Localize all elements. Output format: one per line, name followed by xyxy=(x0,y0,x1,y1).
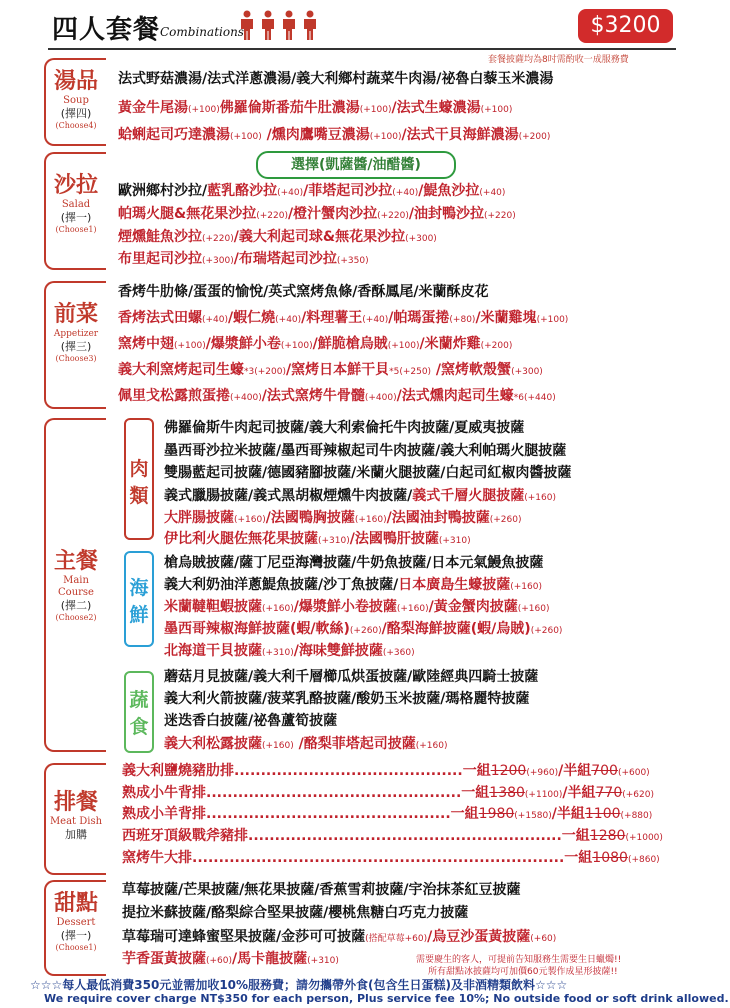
section-pick-en: (Choose2) xyxy=(55,613,97,622)
item-price: (+160) xyxy=(262,741,294,751)
item: 黃金牛尾湯 xyxy=(118,100,188,116)
service-note: 套餐披薩均為8吋需酌收一成服務費 xyxy=(488,55,629,65)
pizza-veg-line-2: 義大利火箭披薩/菠菜乳酪披薩/酸奶玉米披薩/瑪格麗特披薩 xyxy=(164,691,530,707)
item-price: *6(+440) xyxy=(513,393,556,403)
item: /鮮脆槍烏賊 xyxy=(312,336,388,352)
meat-name: 熟成小牛背排 xyxy=(122,785,206,801)
salad-line-2 xyxy=(118,205,516,226)
item: 義式千層火腿披薩 xyxy=(412,488,525,504)
item: 日本廣島生蠔披薩 xyxy=(398,577,511,593)
item: /爆漿鮮小卷披薩 xyxy=(293,599,397,615)
category-label: 蔬 xyxy=(129,689,149,711)
section-salad xyxy=(44,152,106,270)
item: /法國鴨胸披薩 xyxy=(265,510,355,526)
meat-name: 西班牙頂級戰斧豬排 xyxy=(122,828,248,844)
item: /橙汁蟹肉沙拉 xyxy=(287,206,378,222)
pizza-meat-line-2: 墨西哥沙拉米披薩/墨西哥辣椒起司牛肉披薩/義大利帕瑪火腿披薩 xyxy=(164,443,567,459)
item: /窯烤日本鮮干貝 xyxy=(285,362,390,378)
item-price: (+310) xyxy=(262,648,294,658)
item: 北海道干貝披薩 xyxy=(164,643,262,659)
item-price: (+260) xyxy=(349,626,382,636)
new-price: (+880) xyxy=(620,811,653,821)
item: /酪梨海鮮披薩(蝦/烏賊) xyxy=(381,621,531,637)
footer-note-en: We require cover charge NT$350 for each person, Plus service fee 10%; No outside food or soft drink allowed. xyxy=(44,992,729,1005)
section-pick: 加購 xyxy=(65,828,87,841)
item: /米蘭炸雞 xyxy=(419,336,481,352)
item: /蝦仁燒 xyxy=(228,310,276,326)
pizza-veg-line-4 xyxy=(164,735,448,756)
pizza-sea-line-5 xyxy=(164,642,415,663)
section-title: 主餐 xyxy=(53,549,98,574)
section-title-en: Dessert xyxy=(56,917,96,928)
leader-dots: .............................................. xyxy=(206,806,451,822)
section-pick: (擇三) xyxy=(60,340,92,353)
item-price: (+300) xyxy=(511,367,543,377)
item-price: (+100) xyxy=(387,341,420,351)
item: /爆漿鮮小卷 xyxy=(205,336,281,352)
meat-row xyxy=(122,805,652,826)
dressing-choice: 選擇(凱薩醬/油醋醬) xyxy=(256,151,456,179)
category-seafood xyxy=(124,551,154,647)
item: /法式生蠔濃湯 xyxy=(391,100,481,116)
item: /烏豆沙蛋黃披薩 xyxy=(427,929,531,945)
item: 義大利松露披薩 xyxy=(164,736,262,752)
old-price: 1200 xyxy=(490,763,527,779)
item-price: (+160) xyxy=(510,582,542,592)
section-pick-en: (Choose3) xyxy=(55,354,97,363)
whole-label: 一組 xyxy=(450,806,479,822)
header xyxy=(0,0,730,65)
section-pick: (擇四) xyxy=(60,107,92,120)
category-label: 肉 xyxy=(129,458,149,480)
section-meat-dish xyxy=(44,763,106,875)
meat-name: 窯烤牛大排 xyxy=(122,850,192,866)
pizza-meat-line-4 xyxy=(164,487,556,508)
item-price: (+100) xyxy=(480,105,513,115)
item-price: (+100) xyxy=(280,341,313,351)
star-pizza-note: 所有甜點冰披薩均可加價60元製作成星形披薩!! xyxy=(428,967,618,977)
item-price: (+60) xyxy=(206,956,233,966)
item: 香烤法式田螺 xyxy=(118,310,202,326)
leader-dots: ...................................................................... xyxy=(192,850,565,866)
item-price: (+400) xyxy=(230,393,262,403)
appetizer-line-3 xyxy=(118,335,512,356)
section-appetizer xyxy=(44,281,106,409)
item: 歐洲鄉村沙拉/ xyxy=(118,183,208,199)
leader-dots: ........................................................... xyxy=(248,828,562,844)
pizza-meat-line-1: 佛羅倫斯牛肉起司披薩/義大利索倫托牛肉披薩/夏威夷披薩 xyxy=(164,420,525,436)
item: 佩里戈松露煎蛋捲 xyxy=(118,388,230,404)
section-main-course xyxy=(44,418,106,752)
section-title: 前菜 xyxy=(53,302,98,327)
item-price: (+310) xyxy=(318,536,350,546)
pizza-veg-line-1: 蘑菇月見披薩/義大利千層櫛瓜烘蛋披薩/歐陸經典四騎士披薩 xyxy=(164,669,539,685)
item: /料理薯王 xyxy=(301,310,363,326)
item: /鯷魚沙拉 xyxy=(418,183,480,199)
item: /窯烤軟殼蟹 xyxy=(431,362,512,378)
meat-name: 義大利鹽燒豬肋排 xyxy=(122,763,234,779)
dessert-line-4 xyxy=(122,950,339,971)
section-title: 湯品 xyxy=(53,69,98,94)
item: /油封鴨沙拉 xyxy=(408,206,484,222)
meat-row xyxy=(122,827,663,848)
item-price: (+160) xyxy=(354,515,387,525)
item-price: (+100) xyxy=(536,315,569,325)
old-price: 1380 xyxy=(489,785,525,801)
item: 義大利窯烤起司生蠔 xyxy=(118,362,244,378)
item: 窯烤中翅 xyxy=(118,336,174,352)
item: 大胖腸披薩 xyxy=(164,510,234,526)
item: 蛤蜊起司巧達濃湯 xyxy=(118,127,230,143)
item: 米蘭韃靼蝦披薩 xyxy=(164,599,262,615)
item: 墨西哥辣椒海鮮披薩(蝦/軟絲) xyxy=(164,621,350,637)
new-price: (+960) xyxy=(526,768,559,778)
item-price: (+100) xyxy=(230,132,262,142)
new-price: (+600) xyxy=(617,768,650,778)
half-label: /半組 xyxy=(558,763,592,779)
salad-line-1 xyxy=(118,182,505,203)
meat-name: 熟成小羊背排 xyxy=(122,806,206,822)
item-price: (+220) xyxy=(256,211,288,221)
soup-line-3 xyxy=(118,126,550,147)
item: /帕瑪蛋捲 xyxy=(388,310,450,326)
item-price: (搭配草莓+60) xyxy=(365,934,428,944)
section-title-en: Salad xyxy=(61,199,91,210)
item: 佛羅倫斯番茄牛肚濃湯 xyxy=(219,100,360,116)
item: /米蘭雞塊 xyxy=(475,310,537,326)
price-badge: $3200 xyxy=(578,9,673,43)
dessert-line-3 xyxy=(122,928,556,949)
category-label: 海 xyxy=(129,577,149,599)
category-label: 食 xyxy=(129,716,149,738)
item-price: (+310) xyxy=(438,536,471,546)
leader-dots: ........................................... xyxy=(234,763,463,779)
person-icon xyxy=(301,10,319,40)
whole-label: 一組 xyxy=(561,828,590,844)
item-price: (+160) xyxy=(262,604,294,614)
item-price: (+100) xyxy=(174,341,206,351)
pizza-sea-line-4 xyxy=(164,620,562,641)
person-icon xyxy=(238,10,256,40)
item: /酪梨菲塔起司披薩 xyxy=(293,736,416,752)
item: /海味雙鮮披薩 xyxy=(293,643,383,659)
category-label: 類 xyxy=(129,485,149,507)
section-pick: (擇一) xyxy=(60,929,92,942)
old-price: 1280 xyxy=(589,828,626,844)
section-title-en: Appetizer xyxy=(53,329,99,339)
category-vegetarian xyxy=(124,671,154,753)
section-pick-en: (Choose4) xyxy=(55,121,97,130)
item: /義大利起司球&無花果沙拉 xyxy=(233,229,406,245)
item-price: (+350) xyxy=(336,256,369,266)
item-price: (+300) xyxy=(202,256,234,266)
item-price: (+40) xyxy=(392,188,419,198)
item-price: (+100) xyxy=(369,132,402,142)
item-price: (+200) xyxy=(480,341,513,351)
pizza-meat-line-3: 雙腸藍起司披薩/德國豬腳披薩/米蘭火腿披薩/白起司紅椒肉醬披薩 xyxy=(164,465,572,481)
pizza-meat-line-6 xyxy=(164,530,471,551)
dessert-line-1: 草莓披薩/芒果披薩/無花果披薩/香蕉雪莉披薩/宇治抹茶紅豆披薩 xyxy=(122,882,521,898)
section-title: 排餐 xyxy=(53,790,98,815)
section-title-en: Soup xyxy=(63,95,89,106)
whole-label: 一組 xyxy=(462,763,491,779)
old-price: 1080 xyxy=(592,850,628,866)
item: /法式燻肉起司生蠔 xyxy=(396,388,514,404)
section-title: 沙拉 xyxy=(53,173,98,198)
section-soup xyxy=(44,58,106,146)
section-title-en: Meat Dish xyxy=(49,816,103,827)
section-pick-en: (Choose1) xyxy=(55,943,97,952)
item: /燻肉鷹嘴豆濃湯 xyxy=(261,127,370,143)
item-price: (+160) xyxy=(396,604,429,614)
salad-line-3 xyxy=(118,228,437,249)
pizza-sea-line-1: 槍烏賊披薩/薩丁尼亞海灣披薩/牛奶魚披薩/日本元氣鰻魚披薩 xyxy=(164,555,544,571)
meat-row xyxy=(122,849,660,870)
appetizer-line-4 xyxy=(118,361,543,382)
item: /布瑞塔起司沙拉 xyxy=(233,251,337,267)
item-price: (+260) xyxy=(489,515,522,525)
pizza-veg-line-3: 迷迭香白披薩/祕魯蘆筍披薩 xyxy=(164,713,338,729)
new-price: (+1580) xyxy=(514,811,552,821)
category-label: 鮮 xyxy=(129,604,149,626)
item-price: (+220) xyxy=(377,211,409,221)
item-price: (+40) xyxy=(479,188,506,198)
section-dessert xyxy=(44,880,106,976)
item-price: (+40) xyxy=(277,188,304,198)
item: /菲塔起司沙拉 xyxy=(303,183,393,199)
birthday-note: 需要慶生的客人，可提前告知服務生需要生日蠟燭!! xyxy=(416,955,622,965)
menu-title-en: Combinations xyxy=(160,25,244,39)
item-price: (+100) xyxy=(188,105,220,115)
item: /法式窯烤牛骨髓 xyxy=(261,388,365,404)
salad-line-4 xyxy=(118,250,369,271)
section-pick: (擇二) xyxy=(60,599,92,612)
dessert-line-2: 提拉米蘇披薩/酪梨綜合堅果披薩/櫻桃焦糖白巧克力披薩 xyxy=(122,905,469,921)
whole-label: 一組 xyxy=(461,785,490,801)
section-pick: (擇一) xyxy=(60,211,92,224)
item-price: (+200) xyxy=(518,132,551,142)
item: /黃金蟹肉披薩 xyxy=(428,599,518,615)
section-title: 甜點 xyxy=(53,891,98,916)
item-price: (+160) xyxy=(234,515,266,525)
meat-row xyxy=(122,784,654,805)
person-icon xyxy=(259,10,277,40)
soup-line-2 xyxy=(118,99,512,120)
person-icon xyxy=(280,10,298,40)
item: /法國鴨肝披薩 xyxy=(349,531,439,547)
item: 草莓瑞可達蜂蜜堅果披薩/金莎可可披薩 xyxy=(122,929,366,945)
item-price: (+160) xyxy=(517,604,550,614)
item-price: (+160) xyxy=(415,741,448,751)
item: 藍乳酪沙拉 xyxy=(207,183,278,199)
appetizer-line-5 xyxy=(118,387,556,408)
item-price: (+80) xyxy=(449,315,476,325)
section-pick-en: (Choose1) xyxy=(55,225,97,234)
item: 義大利奶油洋蔥鯷魚披薩/沙丁魚披薩/ xyxy=(164,577,399,593)
old-price: 770 xyxy=(595,785,623,801)
appetizer-line-1: 香烤牛肋條/蛋蛋的愉悅/英式窯烤魚條/香酥鳳尾/米蘭酥皮花 xyxy=(118,284,489,300)
new-price: (+1000) xyxy=(625,833,663,843)
item: 義式臘腸披薩/義式黑胡椒煙燻牛肉披薩/ xyxy=(164,488,413,504)
item-price: (+360) xyxy=(382,648,415,658)
item: 布里起司沙拉 xyxy=(118,251,202,267)
pizza-sea-line-3 xyxy=(164,598,550,619)
half-label: /半組 xyxy=(562,785,596,801)
new-price: (+620) xyxy=(622,790,654,800)
old-price: 1980 xyxy=(478,806,515,822)
item-price: *3(+200) xyxy=(244,367,286,377)
soup-line-1: 法式野菇濃湯/法式洋蔥濃湯/義大利鄉村蔬菜牛肉湯/祕魯白藜玉米濃湯 xyxy=(118,71,554,87)
item-price: (+260) xyxy=(530,626,563,636)
menu-title: 四人套餐 xyxy=(52,15,161,45)
pizza-meat-line-5 xyxy=(164,509,522,530)
section-title-en: Main xyxy=(63,575,89,586)
whole-label: 一組 xyxy=(564,850,593,866)
footer-note-zh: ☆☆☆每人最低消費350元並需加收10%服務費；請勿攜帶外食(包含生日蛋糕)及非酒精類飲料☆☆☆ xyxy=(30,978,568,992)
appetizer-line-2 xyxy=(118,309,568,330)
item-price: (+310) xyxy=(307,956,339,966)
item: 帕瑪火腿&無花果沙拉 xyxy=(118,206,257,222)
item-price: (+40) xyxy=(362,315,389,325)
item: /法式干貝海鮮濃湯 xyxy=(401,127,519,143)
pizza-sea-line-2 xyxy=(164,576,542,597)
category-meat xyxy=(124,418,154,540)
item-price: *5(+250) xyxy=(389,367,432,377)
meat-row xyxy=(122,762,650,783)
four-people-icon xyxy=(238,10,319,40)
item-price: (+60) xyxy=(530,934,557,944)
item-price: (+40) xyxy=(275,315,302,325)
item-price: (+400) xyxy=(364,393,397,403)
section-title-en: Course xyxy=(58,587,94,598)
item-price: (+160) xyxy=(524,493,556,503)
item: 芋香蛋黃披薩 xyxy=(122,951,206,967)
item-price: (+100) xyxy=(359,105,392,115)
item: 伊比利火腿佐無花果披薩 xyxy=(164,531,318,547)
half-label: /半組 xyxy=(551,806,585,822)
item-price: (+220) xyxy=(483,211,516,221)
item: /馬卡龍披薩 xyxy=(232,951,308,967)
old-price: 700 xyxy=(591,763,618,779)
item-price: (+220) xyxy=(202,234,234,244)
old-price: 1100 xyxy=(584,806,621,822)
leader-dots: ................................................ xyxy=(206,785,462,801)
item: /法國油封鴨披薩 xyxy=(386,510,490,526)
item-price: (+300) xyxy=(405,234,437,244)
new-price: (+860) xyxy=(627,855,660,865)
new-price: (+1100) xyxy=(524,790,563,800)
item-price: (+40) xyxy=(202,315,229,325)
item: 煙燻鮭魚沙拉 xyxy=(118,229,202,245)
header-divider xyxy=(48,48,676,50)
